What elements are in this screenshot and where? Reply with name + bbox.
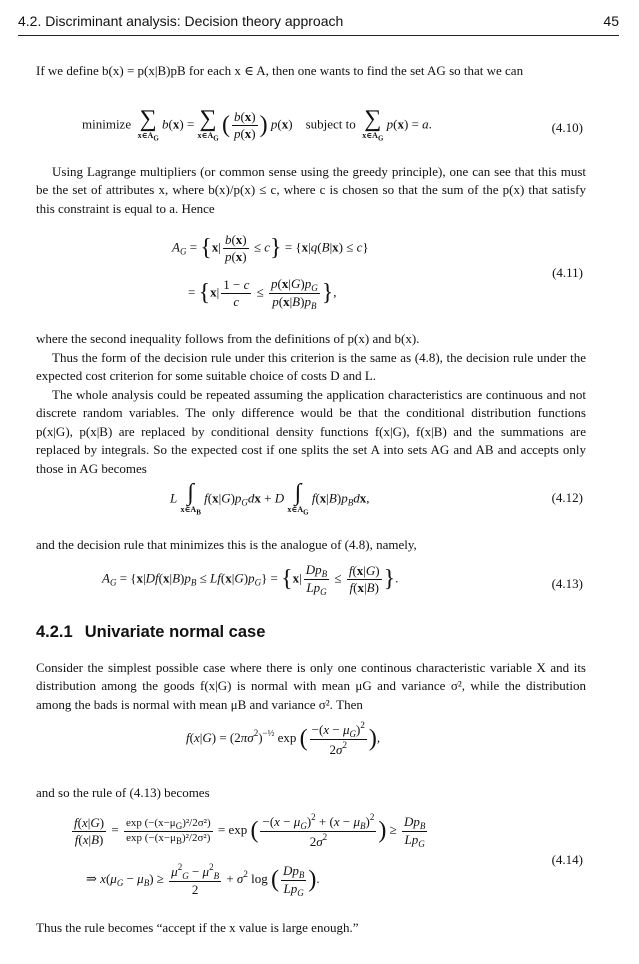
equation-4-11-line2: = {x| $\frac{1 - c}{c}$ ≤ $\frac{p(x|G)p_G}{p(x|B)p_B}$ }, xyxy=(188,276,337,311)
paragraph-define: If we define b(x) = p(x|B)pB for each x ∈ A, then one wants to find the set AG so that we can xyxy=(36,63,524,78)
header-rule xyxy=(18,35,619,36)
header-section-title: 4.2. Discriminant analysis: Decision theory approach xyxy=(18,13,344,29)
section-title: Univariate normal case xyxy=(84,623,266,641)
equation-4-13: $A_G = \{x|Df(x|B)p_B \le Lf(x|G)p_G\} = \{x|$ $\frac{Dp_B}{Lp_G}$ ≤ $\frac{f(x|G)}{f(x|B)}$ }. xyxy=(102,562,399,597)
equation-normal-density: $f(x|G) = (2\pi\sigma^2)^{-\frac{1}{2}}$ exp ( $\frac{-(x - \mu_G)^2}{2\sigma^2}$ ), xyxy=(186,720,381,757)
equation-4-11-line1: $A_G = \{x|$ $\frac{b(x)}{p(x)}$ ≤ c} = {x|q(B|x) ≤ c} xyxy=(172,232,369,264)
page-number: 45 xyxy=(603,13,619,29)
equation-4-14-line1: $\frac{f(x|G)}{f(x|B)}$ = $\frac{\exp (-(x-\mu_G)^2/2\sigma^2)}{\exp (-(x-\mu_B)^2/2\sigma^2)}$ = exp ( $\frac{-(x - \mu_G)^2 + (x - \mu_B)^2}{2\sigma^2}$ ) ≥ $\frac{Dp_B}{Lp_G}$ xyxy=(74,812,426,849)
paragraph-decision-rule: and the decision rule that minimizes this is the analogue of (4.8), namely, xyxy=(36,537,417,552)
paragraph-second-inequality: where the second inequality follows from the definitions of p(x) and b(x). xyxy=(36,331,420,346)
subject-to-label: subject to xyxy=(305,116,356,132)
equation-4-14-line2: ⇒ $x(\mu_G - \mu_B)$ ≥ $\frac{\mu^2_G - \mu^2_B}{2}$ + $\sigma^2$ log ( $\frac{Dp_B}{Lp_G}$ ). xyxy=(86,862,320,898)
equation-number-4-12: (4.12) xyxy=(551,490,583,505)
minimize-label: minimize xyxy=(82,116,132,132)
equation-4-12: L ∫ $x\in A_B$ $f(x|G)p_Gdx + D$ ∫ $x\in A_G$ $f(x|B)p_Bdx$, xyxy=(170,480,370,517)
running-header xyxy=(18,13,619,35)
paragraph-whole-analysis: The whole analysis could be repeated assuming the application characteristics are continuous and not discrete random variables. The only difference would be that the conditional distribution functions p(x|G), p(x|B) are replaced by conditional density functions f(x|G), f(x|B) and the summations are replaced by integrals. So the expected cost if one splits the set A into sets AG and AB and accepts only those in AG becomes xyxy=(36,387,586,476)
equation-number-4-14: (4.14) xyxy=(551,852,583,867)
equation-number-4-10: (4.10) xyxy=(551,120,583,135)
paragraph-simplest-case: Consider the simplest possible case where there is only one continous characteristic variable X and its distribution among the goods f(x|G) is normal with mean μG and variance σ², while the distribution among the bads is normal with mean μB and variance σ². Then xyxy=(36,660,586,712)
equation-number-4-11: (4.11) xyxy=(552,265,583,280)
paragraph-form: Thus the form of the decision rule under this criterion is the same as (4.8), the decision rule under the expected cost criterion for some suitable choice of costs D and L. xyxy=(36,350,586,384)
paragraph-rule-becomes: and so the rule of (4.13) becomes xyxy=(36,785,210,800)
equation-number-4-13: (4.13) xyxy=(551,576,583,591)
section-heading xyxy=(36,623,265,642)
equation-4-10: minimize ∑ $x\in A_G$ b(x) = ∑ $x\in A_G$ ( $\frac{b(x)}{p(x)}$ ) p(x) subject to ∑ $x\in A_G$ p(x) = a. xyxy=(82,106,432,143)
paragraph-lagrange: Using Lagrange multipliers (or common sense using the greedy principle), one can see that this must be the set of attributes x, where b(x)/p(x) ≤ c, where c is chosen so that the sum of the p(x) that satisfy this constraint is equal to a. Hence xyxy=(36,164,586,216)
paragraph-final: Thus the rule becomes “accept if the x value is large enough.” xyxy=(36,920,359,935)
section-number: 4.2.1 xyxy=(36,623,73,641)
